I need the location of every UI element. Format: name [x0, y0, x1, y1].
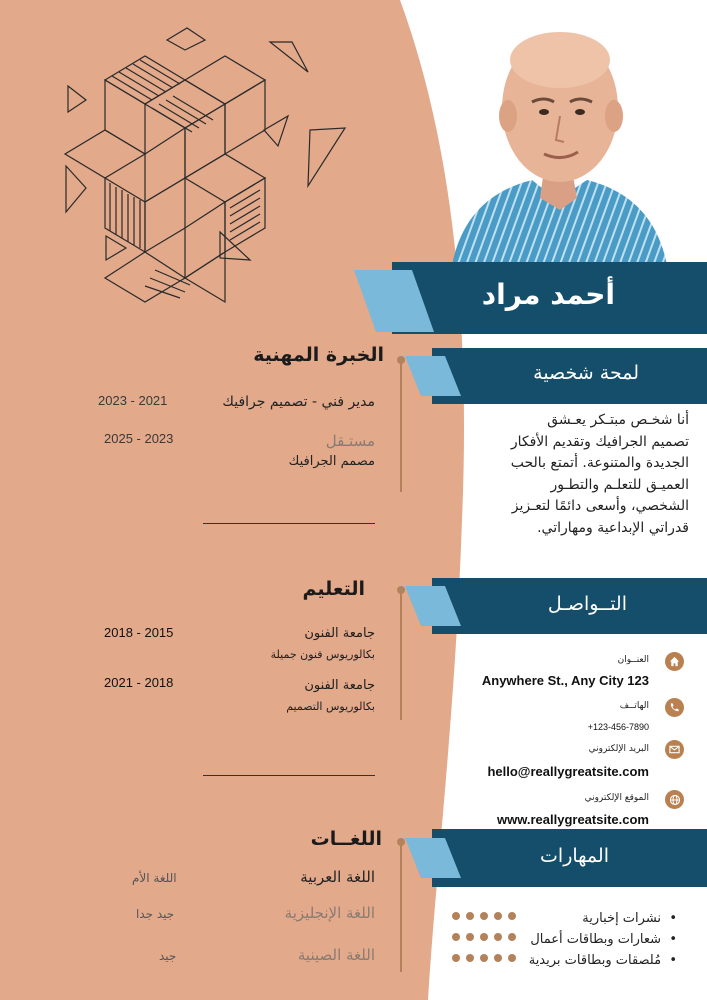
profile-line: الجديدة والمتنوعة. أتمتع بالحب: [510, 455, 689, 471]
person-name: أحمد مراد: [481, 278, 615, 311]
skill-rating-dot: [452, 912, 460, 920]
phone-icon: [665, 698, 684, 717]
skill-bullet: •: [669, 953, 677, 968]
language-name: اللغة الصينية: [297, 946, 375, 964]
profile-line: الشخصي، وأسعى دائمًا لتعـزيز: [511, 498, 689, 514]
experience-date: 2023 - 2021: [98, 393, 168, 408]
profile-title: لمحة شخصية: [533, 362, 639, 384]
languages-timeline: [400, 844, 402, 972]
education-timeline: [400, 592, 402, 720]
contact-label: الهاتــف: [619, 701, 649, 711]
skill-name: نشرات إخبارية: [582, 911, 662, 926]
home-icon: [665, 652, 684, 671]
skill-rating-dot: [452, 954, 460, 962]
profile-line: أنا شخـص مبتـكر يعـشق: [547, 412, 689, 428]
skill-rating-dot: [508, 954, 516, 962]
contact-title: التــواصـل: [547, 593, 627, 615]
contact-value: Anywhere St., Any City 123: [481, 673, 649, 688]
education-title: التعليم: [302, 578, 365, 600]
languages-title: اللغــات: [310, 828, 382, 850]
profile-line: تصميم الجرافيك وتقديم الأفكار: [510, 433, 689, 450]
contact-label: البريد الإلكتروني: [588, 744, 649, 754]
contact-value: +123-456-7890: [587, 722, 649, 732]
skill-rating-dot: [466, 954, 474, 962]
language-level: اللغة الأم: [132, 871, 177, 885]
education-school: جامعة الفنون: [304, 678, 375, 693]
skill-rating-dot: [494, 954, 502, 962]
experience-role: مدير فني - تصميم جرافيك: [222, 394, 375, 410]
profile-photo: [452, 20, 667, 265]
skill-bullet: •: [669, 911, 677, 926]
skill-rating-dot: [480, 933, 488, 941]
contact-banner: [432, 578, 707, 634]
experience-title: الخبرة المهنية: [253, 344, 384, 366]
skill-name: مُلصقات وبطاقات بريدية: [528, 953, 662, 968]
profile-line: قدراتي الإبداعية ومهاراتي.: [537, 519, 689, 536]
globe-icon: [665, 790, 684, 809]
skill-rating: [452, 954, 522, 962]
divider: [203, 775, 375, 776]
skill-rating-dot: [452, 933, 460, 941]
contact-banner-tab: [405, 586, 461, 626]
profile-text: [449, 410, 689, 539]
skill-rating-dot: [494, 912, 502, 920]
contact-value: hello@reallygreatsite.com: [487, 764, 649, 779]
skills-banner: [432, 829, 707, 887]
skill-rating: [452, 933, 522, 941]
skill-rating-dot: [508, 933, 516, 941]
skill-name: شعارات وبطاقات أعمال: [530, 932, 662, 947]
skill-rating-dot: [508, 912, 516, 920]
divider: [203, 523, 375, 524]
education-degree: بكالوريوس فنون جميلة: [270, 648, 375, 661]
profile-banner: [432, 348, 707, 404]
skills-banner-tab: [405, 838, 461, 878]
skill-rating-dot: [466, 912, 474, 920]
name-banner: [392, 262, 707, 334]
skill-rating-dot: [466, 933, 474, 941]
education-degree: بكالوريوس التصميم: [286, 700, 375, 713]
experience-role: مستـقل: [325, 432, 375, 450]
education-school: جامعة الفنون: [304, 626, 375, 641]
skills-title: المهارات: [540, 845, 609, 867]
education-date: 2021 - 2018: [104, 675, 174, 690]
contact-label: الموقع الإلكتروني: [584, 793, 649, 803]
skill-rating-dot: [480, 912, 488, 920]
contact-label: العنــوان: [617, 655, 649, 665]
skill-rating-dot: [480, 954, 488, 962]
geometric-line-art: [60, 20, 360, 320]
language-name: اللغة العربية: [300, 868, 375, 886]
profile-banner-tab: [405, 356, 461, 396]
education-date: 2018 - 2015: [104, 625, 174, 640]
experience-date: 2025 - 2023: [104, 431, 174, 446]
mail-icon: [665, 740, 684, 759]
language-level: جيد: [159, 949, 177, 963]
skill-rating-dot: [494, 933, 502, 941]
experience-timeline: [400, 362, 402, 492]
skill-bullet: •: [669, 932, 677, 947]
language-name: اللغة الإنجليزية: [284, 904, 375, 922]
language-level: جيد جدا: [136, 907, 175, 921]
skill-rating: [452, 912, 522, 920]
experience-sub: مصمم الجرافيك: [288, 454, 375, 469]
name-banner-tab: [354, 270, 434, 332]
profile-line: العميـق للتعلـم والتطـور: [550, 476, 689, 493]
contact-value: www.reallygreatsite.com: [497, 812, 649, 827]
